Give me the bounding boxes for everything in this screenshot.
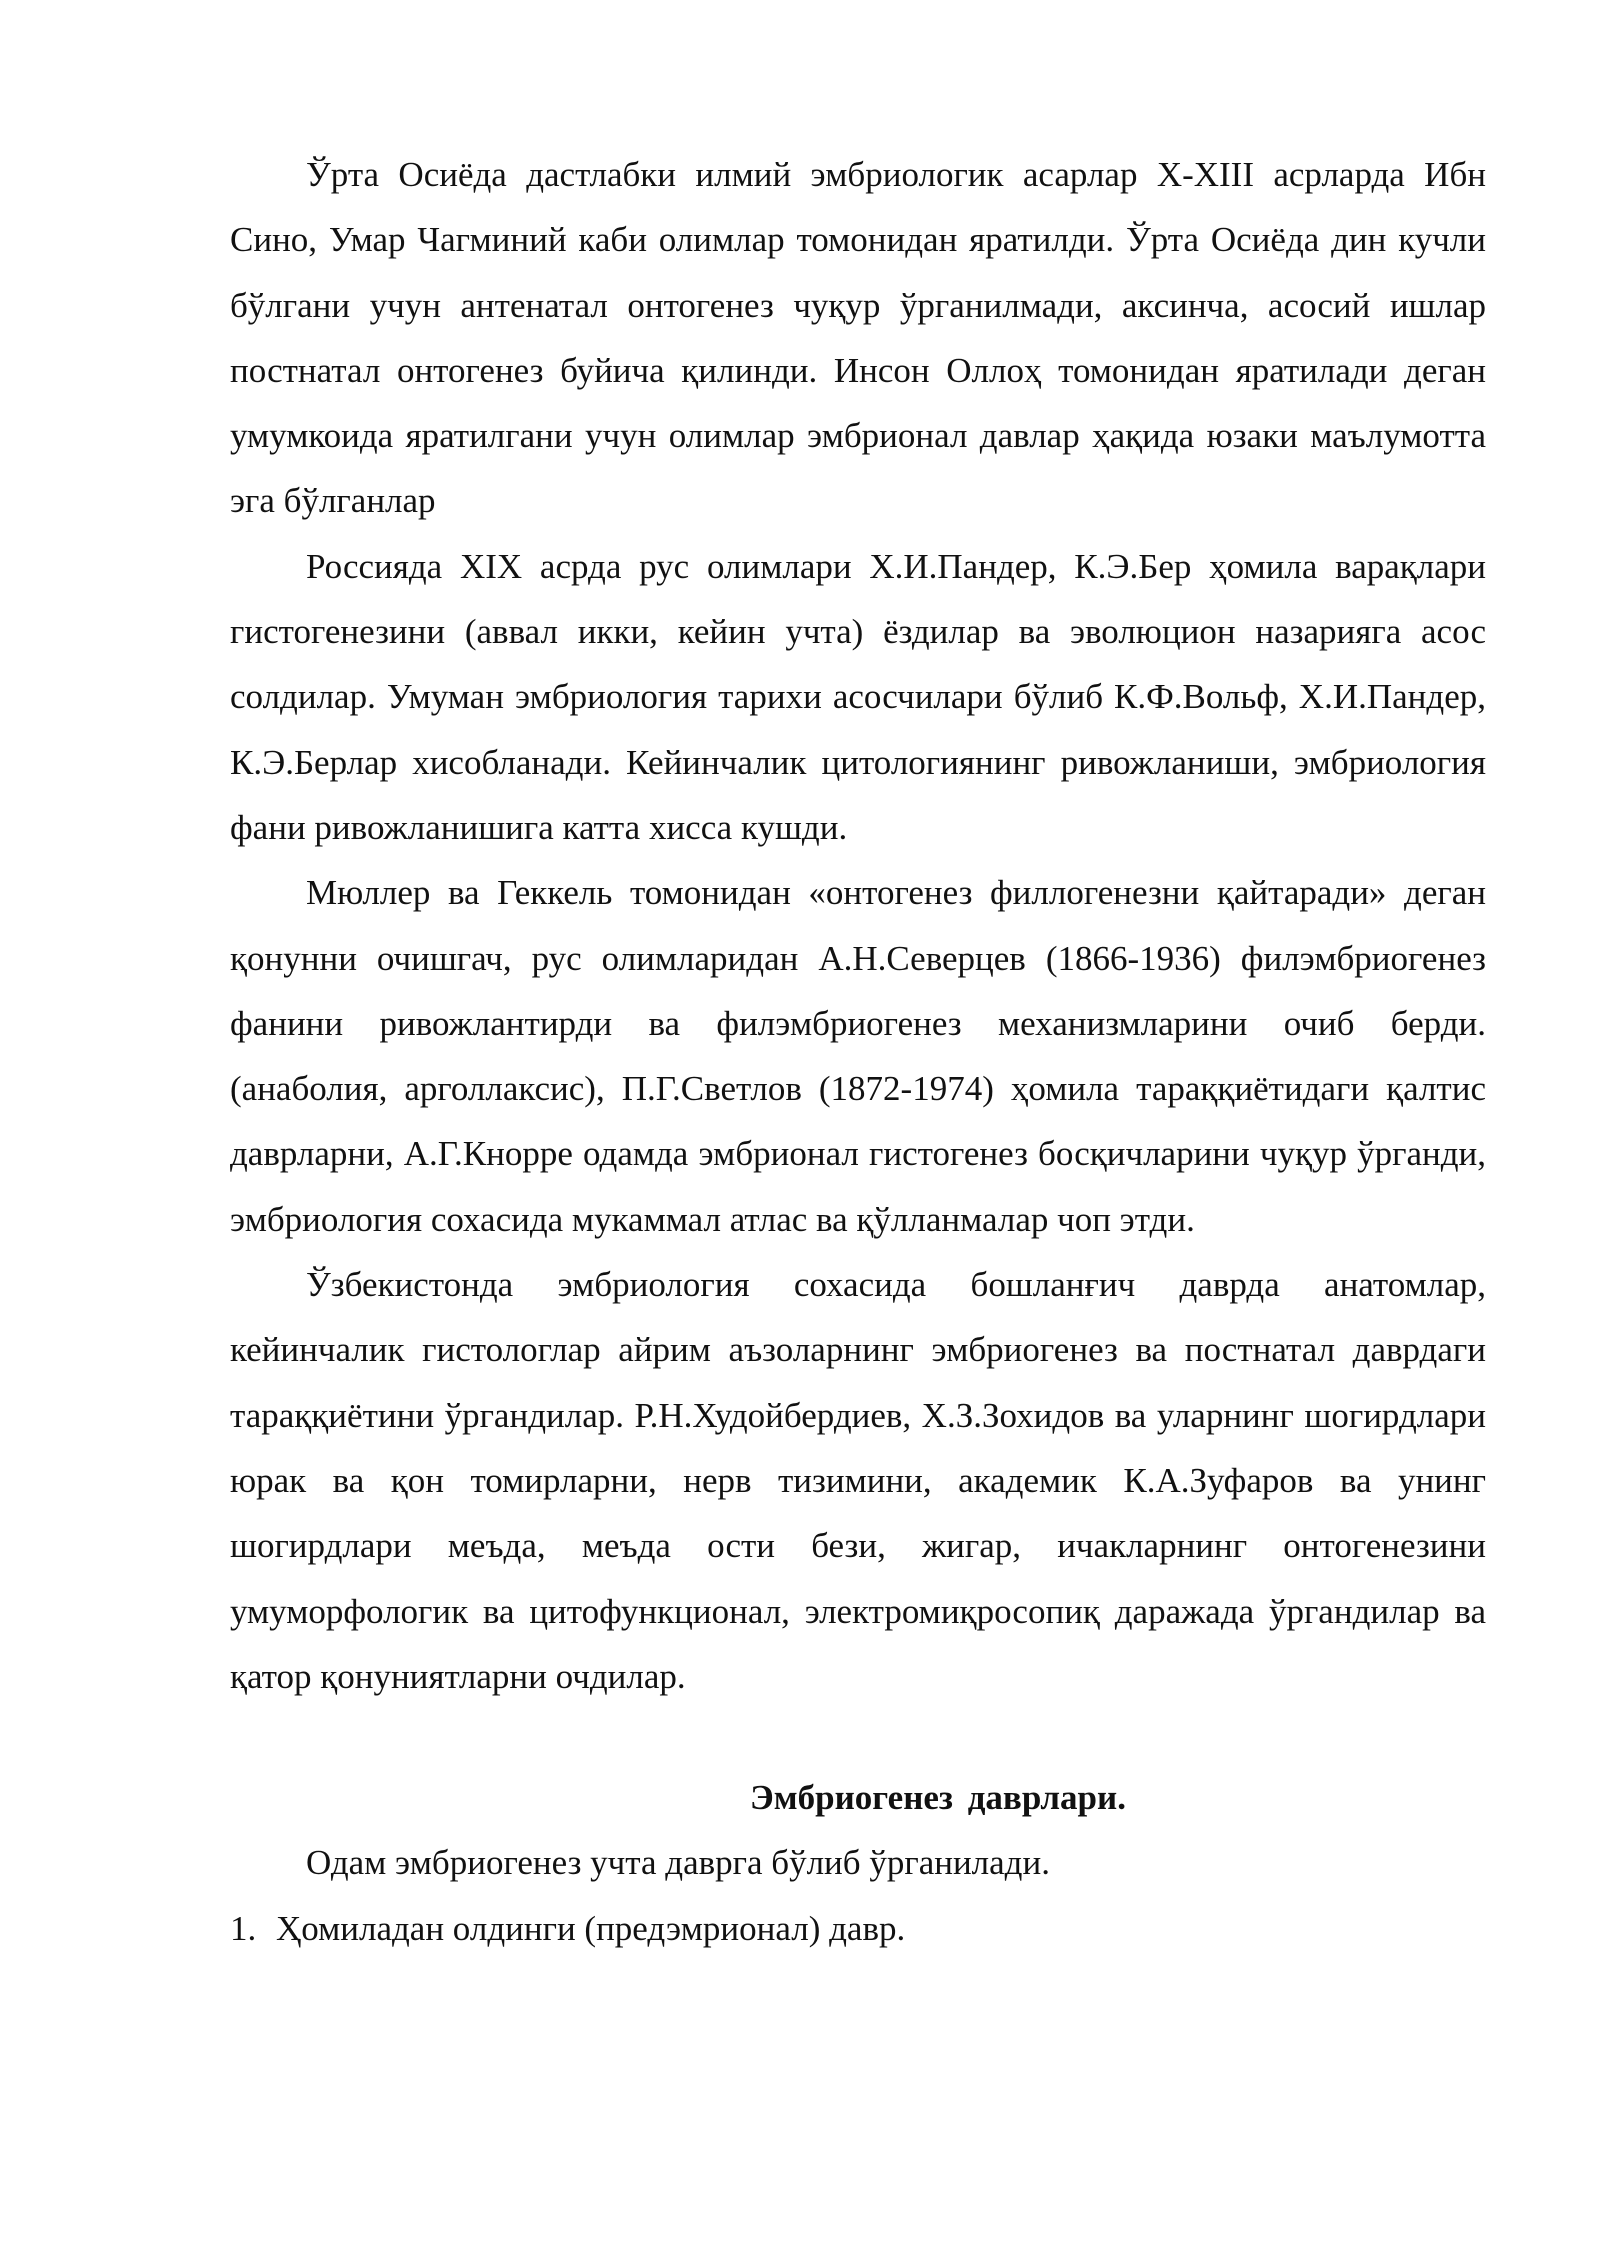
- list-item-number: 1.: [230, 1908, 257, 1948]
- intro-paragraph: Одам эмбриогенез учта даврга бўлиб ўрганилади.: [306, 1843, 1050, 1883]
- paragraph-uzbekistan: Ўзбекистонда эмбриология сохасида бошланғич даврда анатомлар, кейинчалик гистологлар айрим аъзоларнинг эмбриогенез ва постнатал даврдаги тараққиётини ўргандилар. Р.Н.Худойбердиев, Х.З.Зохидов ва уларнинг шогирдлари юрак ва қон томирларни, нерв тизимини, академик К.А.Зуфаров ва унинг шогирдлари меъда, меъда ости бези, жигар, ичакларнинг онтогенезини умуморфологик ва цитофункционал, электромиқросопиқ даражада ўргандилар ва қатор қонуниятларни очдилар.: [230, 1265, 1486, 1696]
- paragraph-russia: Россияда XIX асрда рус олимлари Х.И.Пандер, К.Э.Бер ҳомила варақлари гистогенезини (аввал икки, кейин учта) ёздилар ва эволюцион назарияга асос солдилар. Умуман эмбриология тарихи асосчилари бўлиб К.Ф.Вольф, Х.И.Пандер, К.Э.Берлар хисобланади. Кейинчалик цитологиянинг ривожланиши, эмбриология фани ривожланишига катта хисса кушди.: [230, 546, 1486, 847]
- list-item-text: Ҳомиладан олдинги (предэмрионал) давр.: [276, 1908, 906, 1948]
- paragraph-central-asia: Ўрта Осиёда дастлабки илмий эмбриологик асарлар X-XIII асрларда Ибн Сино, Умар Чагминий каби олимлар томонидан яратилди. Ўрта Осиёда дин кучли бўлгани учун антенатал онтогенез чуқур ўрганилмади, аксинча, асосий ишлар постнатал онтогенез буйича қилинди. Инсон Оллоҳ томонидан яратилади деган умумкоида яратилгани учун олимлар эмбрионал давлар ҳақида юзаки маълумотта эга бўлганлар: [230, 155, 1486, 521]
- section-heading: Эмбриогенез даврлари.: [750, 1778, 1126, 1818]
- document-body: [230, 142, 1486, 1961]
- paragraph-muller-haeckel: Мюллер ва Геккель томонидан «онтогенез филлогенезни қайтаради» деган қонунни очишгач, рус олимларидан А.Н.Северцев (1866-1936) филэмбриогенез фанини ривожлантирди ва филэмбриогенез механизмларини очиб берди. (анаболия, арголлаксис), П.Г.Светлов (1872-1974) ҳомила тараққиётидаги қалтис даврларни, А.Г.Кнорре одамда эмбрионал гистогенез босқичларини чуқур ўрганди, эмбриология сохасида мукаммал атлас ва қўлланмалар чоп этди.: [230, 873, 1486, 1239]
- list-item: [230, 1896, 1486, 1961]
